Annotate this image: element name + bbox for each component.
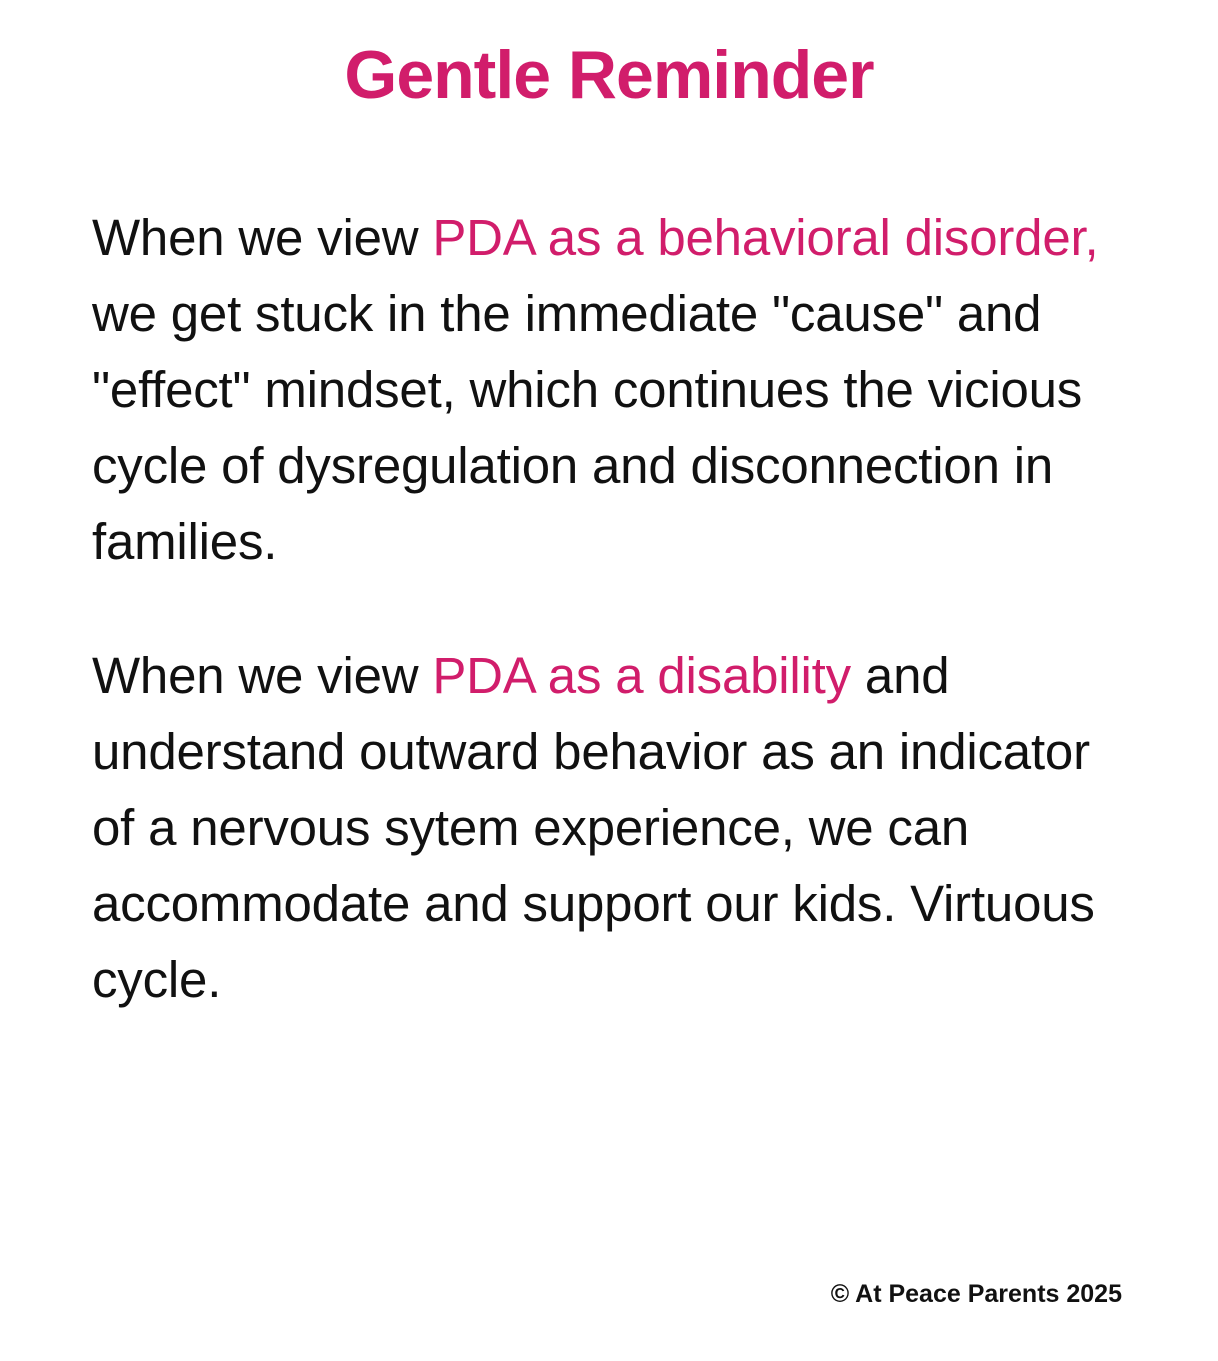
paragraph-one: [92, 200, 1140, 580]
paragraph-two-lead: When we view: [92, 646, 433, 704]
paragraph-one-lead: When we view: [92, 209, 433, 266]
paragraph-one-rest: we get stuck in the immediate "cause" and "effect" mindset, which continues the vicious cycle of dysregulation and disconnection in families.: [92, 284, 1083, 570]
paragraph-two-highlight: PDA as a disability: [432, 646, 851, 704]
copyright-notice: © At Peace Parents 2025: [830, 1280, 1122, 1308]
paragraph-two-rest: and understand outward behavior as an indicator of a nervous sytem experience, we can accommodate and support our kids. Virtuous cycle.: [92, 646, 1095, 1008]
page-title: Gentle Reminder: [344, 37, 874, 113]
body-content: [92, 200, 1140, 1018]
paragraph-two: [92, 638, 1140, 1018]
paragraph-one-highlight: PDA as a behavioral disorder,: [432, 209, 1099, 266]
